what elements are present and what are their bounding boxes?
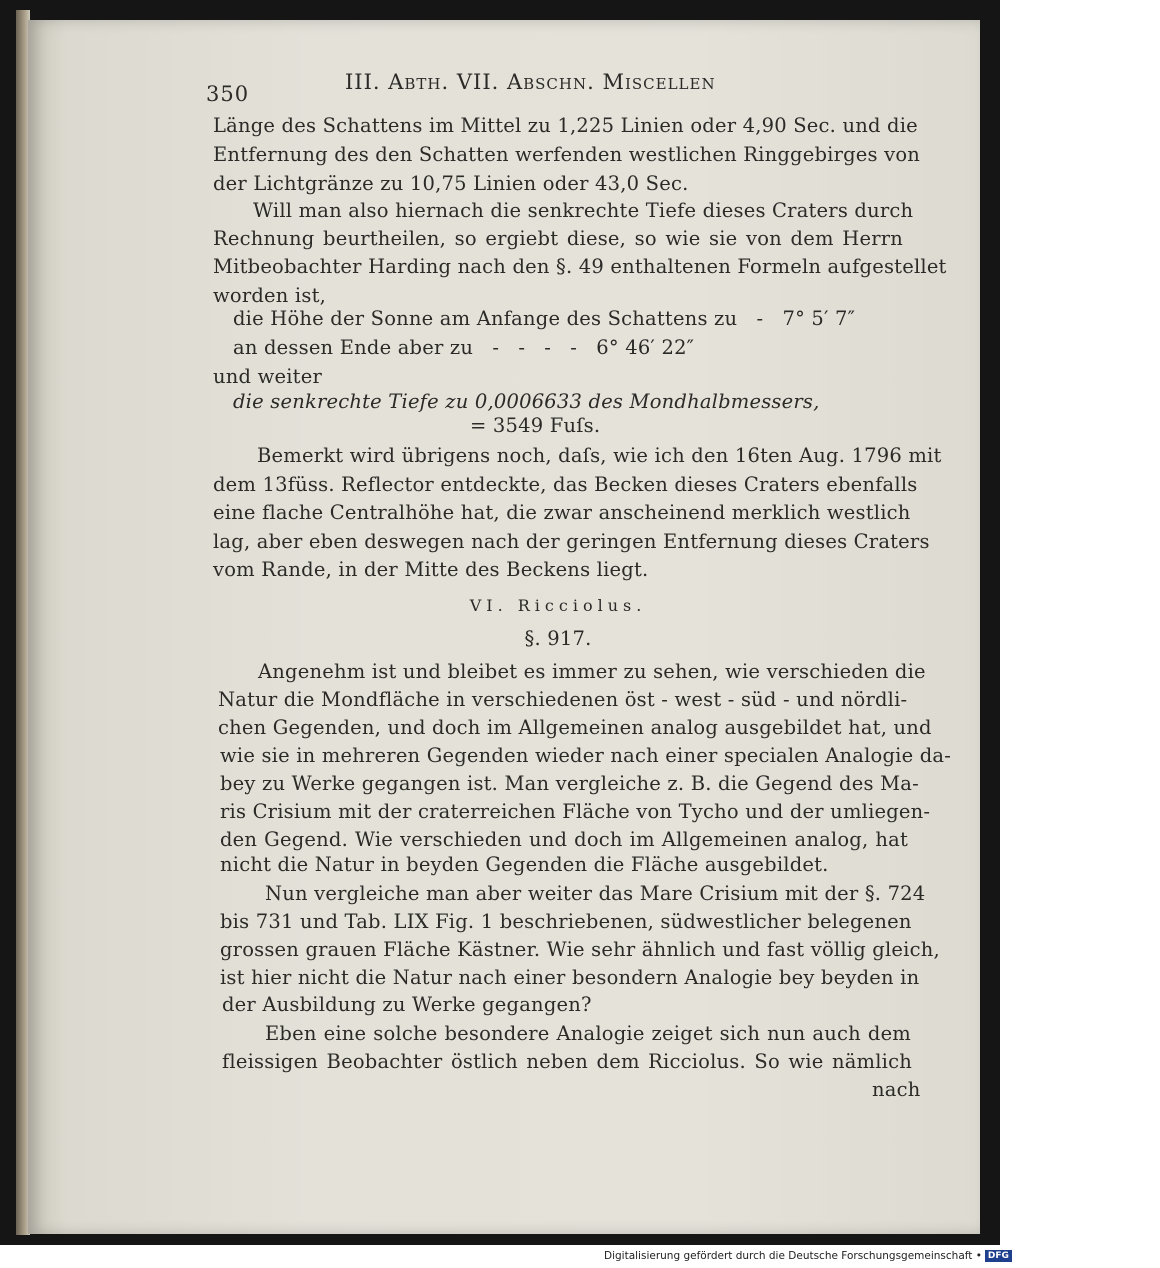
- text-line: Angenehm ist und bleibet es immer zu sehen, wie verschieden die: [258, 660, 926, 683]
- catchword: nach: [872, 1078, 921, 1101]
- text-line: vom Rande, in der Mitte des Beckens liegt.: [213, 558, 649, 581]
- page-number: 350: [206, 82, 250, 106]
- text-line: Entfernung des den Schatten werfenden westlichen Ringgebirges von: [213, 143, 921, 166]
- text-line: Nun vergleiche man aber weiter das Mare Crisium mit der §. 724: [265, 882, 926, 905]
- text-line: lag, aber eben deswegen nach der geringen Entfernung dieses Craters: [213, 530, 930, 553]
- text-line: worden ist,: [213, 284, 327, 307]
- text-line: nicht die Natur in beyden Gegenden die Fläche ausgebildet.: [220, 853, 829, 876]
- text-line: grossen grauen Fläche Kästner. Wie sehr ähnlich und fast völlig gleich,: [220, 938, 940, 961]
- text-line: ist hier nicht die Natur nach einer besondern Analogie bey beyden in: [220, 966, 920, 989]
- text-line: Bemerkt wird übrigens noch, daſs, wie ich den 16ten Aug. 1796 mit: [257, 444, 942, 467]
- text-line: den Gegend. Wie verschieden und doch im Allgemeinen analog, hat: [220, 828, 908, 851]
- dfg-logo: DFG: [985, 1250, 1012, 1262]
- text-line: Natur die Mondfläche in verschiedenen öst - west - süd - und nördli-: [218, 688, 908, 711]
- text-line: Eben eine solche besondere Analogie zeiget sich nun auch dem: [265, 1022, 911, 1045]
- text-line: und weiter: [213, 365, 322, 388]
- text-line: bey zu Werke gegangen ist. Man vergleiche z. B. die Gegend des Ma-: [220, 772, 919, 795]
- text-line: dem 13füss. Reflector entdeckte, das Becken dieses Craters ebenfalls: [213, 473, 918, 496]
- credit-text: Digitalisierung gefördert durch die Deutsche Forschungsgemeinschaft •: [604, 1250, 982, 1262]
- section-heading: VI. Ricciolus.: [469, 596, 647, 615]
- text-line: der Ausbildung zu Werke gegangen?: [222, 993, 592, 1016]
- text-line: bis 731 und Tab. LIX Fig. 1 beschriebenen, südwestlicher belegenen: [220, 910, 912, 933]
- text-line: fleissigen Beobachter östlich neben dem Ricciolus. So wie nämlich: [222, 1050, 912, 1073]
- text-line: Länge des Schattens im Mittel zu 1,225 Linien oder 4,90 Sec. und die: [213, 114, 918, 137]
- text-line: die Höhe der Sonne am Anfange des Schattens zu - 7° 5′ 7″: [233, 307, 856, 330]
- text-line: ris Crisium mit der craterreichen Fläche von Tycho und der umliegen-: [220, 800, 931, 823]
- digitization-credit: [604, 1250, 1009, 1266]
- text-line: an dessen Ende aber zu - - - - 6° 46′ 22″: [233, 336, 695, 359]
- text-line: Mitbeobachter Harding nach den §. 49 enthaltenen Formeln aufgestellet: [213, 255, 947, 278]
- text-line: eine flache Centralhöhe hat, die zwar anscheinend merklich westlich: [213, 501, 911, 524]
- text-line: = 3549 Fuſs.: [470, 414, 601, 437]
- text-line: die senkrechte Tiefe zu 0,0006633 des Mondhalbmessers,: [233, 390, 820, 413]
- running-title: III. Abth. VII. Abschn. Miscellen: [345, 70, 716, 94]
- text-line: wie sie in mehreren Gegenden wieder nach einer specialen Analogie da-: [220, 744, 952, 767]
- text-line: chen Gegenden, und doch im Allgemeinen analog ausgebildet hat, und: [218, 716, 932, 739]
- text-line: Will man also hiernach die senkrechte Tiefe dieses Craters durch: [253, 199, 914, 222]
- text-line: Rechnung beurtheilen, so ergiebt diese, so wie sie von dem Herrn: [213, 227, 903, 250]
- paragraph-number: §. 917.: [524, 627, 592, 650]
- text-line: der Lichtgränze zu 10,75 Linien oder 43,0 Sec.: [213, 172, 689, 195]
